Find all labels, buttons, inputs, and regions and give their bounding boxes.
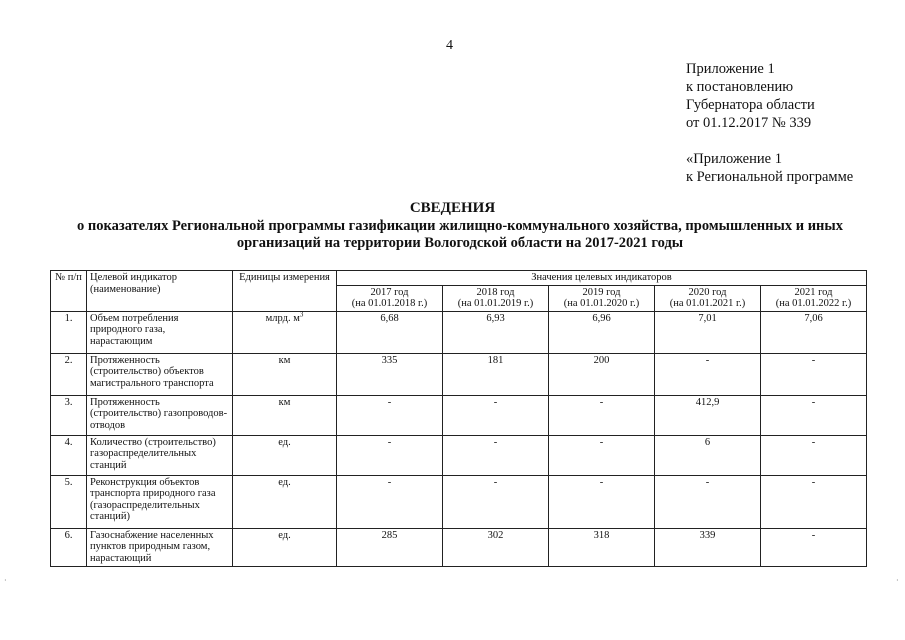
row-value: - (761, 353, 867, 395)
row-value: 335 (337, 353, 443, 395)
row-value: 181 (443, 353, 549, 395)
row-value: - (443, 435, 549, 475)
row-indicator: Реконструкция объектов транспорта природного газа (газораспределительных станций) (87, 475, 233, 528)
row-unit: ед. (233, 528, 337, 566)
row-unit: ед. (233, 475, 337, 528)
row-indicator: Количество (строительство) газораспределительных станций (87, 435, 233, 475)
page-number: 4 (446, 38, 453, 53)
row-value: - (337, 435, 443, 475)
row-value: 6,93 (443, 311, 549, 353)
row-unit: км (233, 353, 337, 395)
header-unit: Единицы измерения (233, 271, 337, 312)
header-year-2020: 2020 год (на 01.01.2021 г.) (655, 285, 761, 311)
row-indicator: Протяженность (строительство) объектов магистрального транспорта (87, 353, 233, 395)
row-indicator: Газоснабжение населенных пунктов природным газом, нарастающий (87, 528, 233, 566)
row-value: - (761, 435, 867, 475)
header-indicator: Целевой индикатор (наименование) (87, 271, 233, 312)
row-value: 339 (655, 528, 761, 566)
table-row (51, 311, 867, 353)
row-value: 285 (337, 528, 443, 566)
row-num: 3. (51, 395, 87, 435)
row-value: 6 (655, 435, 761, 475)
row-unit: ед. (233, 435, 337, 475)
appendix-block (686, 60, 815, 132)
row-value: - (443, 475, 549, 528)
program-appendix-line: к Региональной программе (686, 169, 854, 185)
row-indicator: Объем потребления природного газа, нарастающим (87, 311, 233, 353)
row-value: - (655, 353, 761, 395)
row-num: 1. (51, 311, 87, 353)
appendix-line: от 01.12.2017 № 339 (686, 115, 812, 131)
header-year-2019: 2019 год (на 01.01.2020 г.) (549, 285, 655, 311)
row-value: - (761, 528, 867, 566)
scan-mark-right: · (896, 576, 899, 585)
table-header-row (51, 271, 867, 286)
header-year-2017: 2017 год (на 01.01.2018 г.) (337, 285, 443, 311)
row-value: - (655, 475, 761, 528)
row-value: - (549, 435, 655, 475)
scan-mark-left: · (4, 576, 7, 585)
table-row (51, 353, 867, 395)
row-value: - (337, 475, 443, 528)
row-num: 5. (51, 475, 87, 528)
appendix-line: Приложение 1 (686, 61, 775, 77)
row-value: 7,01 (655, 311, 761, 353)
row-value: - (761, 475, 867, 528)
row-value: - (337, 395, 443, 435)
table-row (51, 528, 867, 566)
row-num: 2. (51, 353, 87, 395)
row-num: 6. (51, 528, 87, 566)
row-value: - (549, 395, 655, 435)
row-value: 318 (549, 528, 655, 566)
row-value: 6,96 (549, 311, 655, 353)
header-year-2021: 2021 год (на 01.01.2022 г.) (761, 285, 867, 311)
row-num: 4. (51, 435, 87, 475)
row-value: - (549, 475, 655, 528)
row-value: 6,68 (337, 311, 443, 353)
indicators-table (50, 270, 867, 567)
table-row (51, 395, 867, 435)
row-unit: км (233, 395, 337, 435)
row-unit: млрд. $м^3$ (233, 311, 337, 353)
row-value: 412,9 (655, 395, 761, 435)
header-values-group: Значения целевых индикаторов (337, 271, 867, 286)
program-appendix-block (686, 150, 853, 186)
row-value: 302 (443, 528, 549, 566)
document-subtitle: о показателях Региональной программы газификации жилищно-коммунального хозяйства, промышленных и иных организаций на территории Вологодской области на 2017-2021 годы (77, 218, 843, 251)
header-year-2018: 2018 год (на 01.01.2019 г.) (443, 285, 549, 311)
appendix-line: к постановлению (686, 79, 794, 95)
appendix-line: Губернатора области (686, 97, 815, 113)
program-appendix-line: «Приложение 1 (686, 151, 782, 167)
row-value: - (443, 395, 549, 435)
row-value: 200 (549, 353, 655, 395)
table-row (51, 435, 867, 475)
row-value: 7,06 (761, 311, 867, 353)
header-num: № п/п (51, 271, 87, 312)
row-indicator: Протяженность (строительство) газопроводов-отводов (87, 395, 233, 435)
table-row (51, 475, 867, 528)
row-value: - (761, 395, 867, 435)
document-title: СВЕДЕНИЯ (409, 200, 496, 216)
